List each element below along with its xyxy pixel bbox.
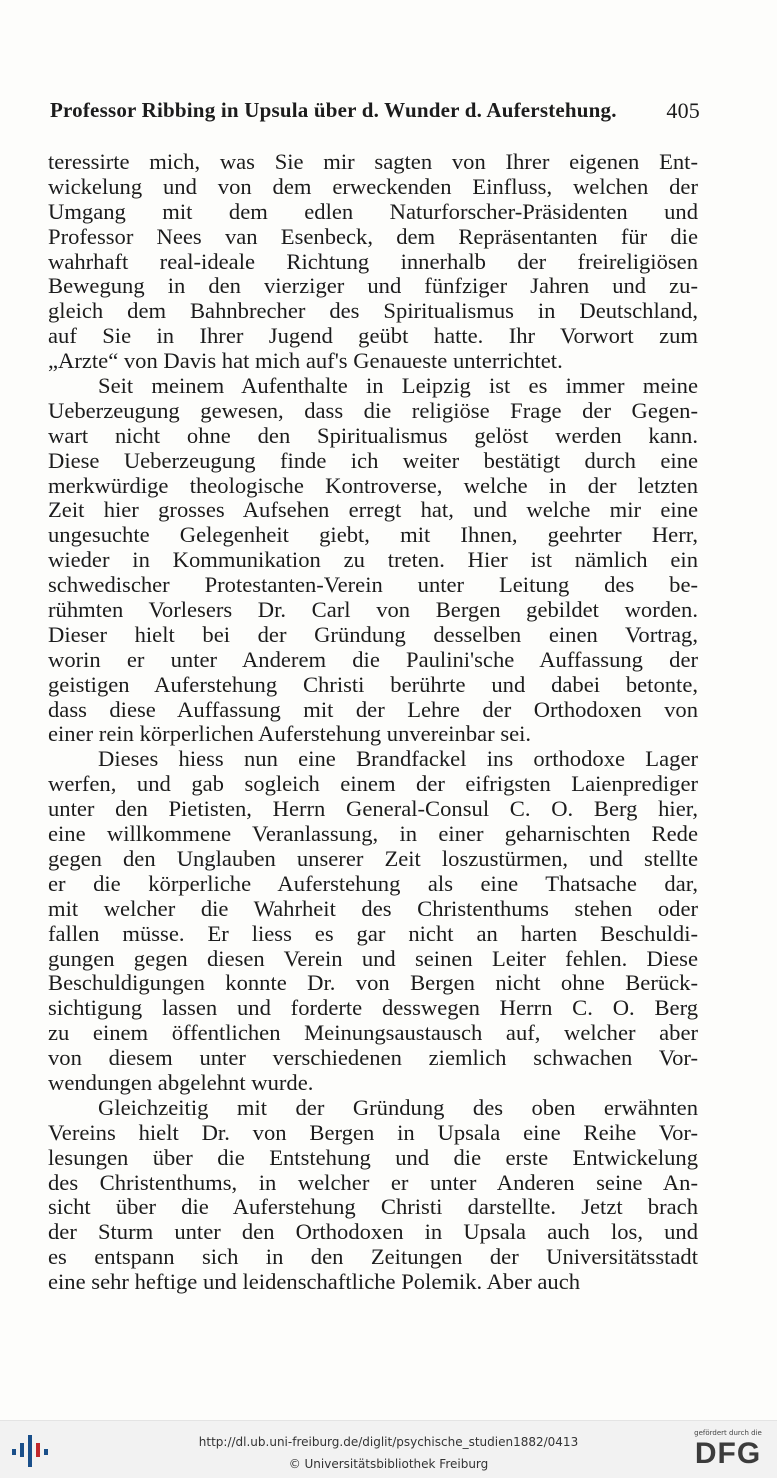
text-line: sicht über die Auferstehung Christi darstellte. Jetzt brach (48, 1194, 698, 1220)
running-head-title: Professor Ribbing in Upsula über d. Wunder d. Auferstehung. (50, 98, 617, 122)
text-line: Gleichzeitig mit der Gründung des oben erwähnten (98, 1094, 698, 1120)
text-line: auf Sie in Ihrer Jugend geübt hatte. Ihr Vorwort zum (48, 323, 698, 349)
text-line: Seit meinem Aufenthalte in Leipzig ist es immer meine (98, 373, 698, 399)
text-line: sichtigung lassen und forderte desswegen Herrn C. O. Berg (48, 995, 698, 1021)
text-line: Dieses hiess nun eine Brandfackel ins orthodoxe Lager (98, 746, 698, 772)
dfg-caption: gefördert durch die (694, 1429, 762, 1437)
running-head (50, 98, 700, 123)
text-line: geistigen Auferstehung Christi berührte und dabei betonte, (48, 671, 698, 697)
text-line: Beschuldigungen konnte Dr. von Bergen nicht ohne Berück- (48, 970, 698, 996)
text-line: dass diese Auffassung mit der Lehre der Orthodoxen von (48, 696, 698, 722)
text-line: wieder in Kommunikation zu treten. Hier ist nämlich ein (48, 547, 698, 573)
text-line: mit welcher die Wahrheit des Christenthums stehen oder (48, 895, 698, 921)
text-line: wart nicht ohne den Spiritualismus gelöst werden kann. (48, 422, 698, 448)
text-line: er die körperliche Auferstehung als eine Thatsache dar, (48, 870, 698, 896)
text-line: rühmten Vorlesers Dr. Carl von Bergen gebildet worden. (48, 597, 698, 623)
text-line: fallen müsse. Er liess es gar nicht an harten Beschuldi- (48, 920, 698, 946)
text-line: von diesem unter verschiedenen ziemlich schwachen Vor- (48, 1045, 698, 1071)
text-line: wahrhaft real-ideale Richtung innerhalb der freireligiösen (48, 248, 698, 274)
text-line: wickelung und von dem erweckenden Einfluss, welchen der (48, 173, 698, 199)
text-line: worin er unter Anderem die Paulini'sche Auffassung der (48, 646, 698, 672)
text-line: werfen, und gab sogleich einem der eifrigsten Laienprediger (48, 771, 698, 797)
text-line: gleich dem Bahnbrecher des Spiritualismus in Deutschland, (48, 298, 698, 324)
text-line: eine sehr heftige und leidenschaftliche Polemik. Aber auch (48, 1269, 581, 1295)
text-line: Zeit hier grosses Aufsehen erregt hat, und welche mir eine (48, 497, 698, 523)
text-line: Professor Nees van Esenbeck, dem Repräsentanten für die (48, 223, 698, 249)
footer-bar (0, 1420, 777, 1478)
page-number: 405 (666, 98, 700, 123)
text-line: gungen gegen diesen Verein und seinen Leiter fehlen. Diese (48, 945, 698, 971)
text-line: gegen den Unglauben unserer Zeit loszustürmen, und stellte (48, 845, 698, 871)
text-line: Ueberzeugung gewesen, dass die religiöse Frage der Gegen- (48, 397, 698, 423)
body-text (48, 150, 698, 1295)
text-line: teressirte mich, was Sie mir sagten von Ihrer eigenen Ent- (48, 149, 698, 174)
source-url-link[interactable]: http://dl.ub.uni-freiburg.de/diglit/psychische_studien1882/0413 (198, 1435, 579, 1449)
text-line: Diese Ueberzeugung finde ich weiter bestätigt durch eine (48, 447, 698, 473)
text-line: Dieser hielt bei der Gründung desselben einen Vortrag, (48, 621, 698, 647)
text-line: Vereins hielt Dr. von Bergen in Upsala eine Reihe Vor- (48, 1119, 698, 1145)
text-line: Bewegung in den vierziger und fünfziger Jahren und zu- (48, 273, 698, 299)
text-line: ungesuchte Gelegenheit giebt, mit Ihnen, geehrter Herr, (48, 522, 698, 548)
copyright-notice: © Universitätsbibliothek Freiburg (288, 1457, 489, 1471)
text-line: „Arzte“ von Davis hat mich auf's Genaueste unterrichtet. (48, 348, 563, 374)
text-line: wendungen abgelehnt wurde. (48, 1069, 314, 1095)
text-line: es entspann sich in den Zeitungen der Universitätsstadt (48, 1244, 698, 1270)
text-line: lesungen über die Entstehung und die erste Entwickelung (48, 1144, 698, 1170)
text-line: merkwürdige theologische Kontroverse, welche in der letzten (48, 472, 698, 498)
text-line: des Christenthums, in welcher er unter Anderen seine An- (48, 1169, 698, 1195)
text-line: Umgang mit dem edlen Naturforscher-Präsidenten und (48, 198, 698, 224)
text-line: der Sturm unter den Orthodoxen in Upsala auch los, und (48, 1219, 698, 1245)
text-line: unter den Pietisten, Herrn General-Consul C. O. Berg hier, (48, 796, 698, 822)
text-line: schwedischer Protestanten-Verein unter Leitung des be- (48, 572, 698, 598)
text-line: zu einem öffentlichen Meinungsaustausch auf, welcher aber (48, 1020, 698, 1046)
dfg-logo-text: DFG (694, 1437, 762, 1470)
text-line: einer rein körperlichen Auferstehung unvereinbar sei. (48, 721, 532, 747)
dfg-logo (687, 1429, 769, 1475)
text-line: eine willkommene Veranlassung, in einer geharnischten Rede (48, 821, 698, 847)
